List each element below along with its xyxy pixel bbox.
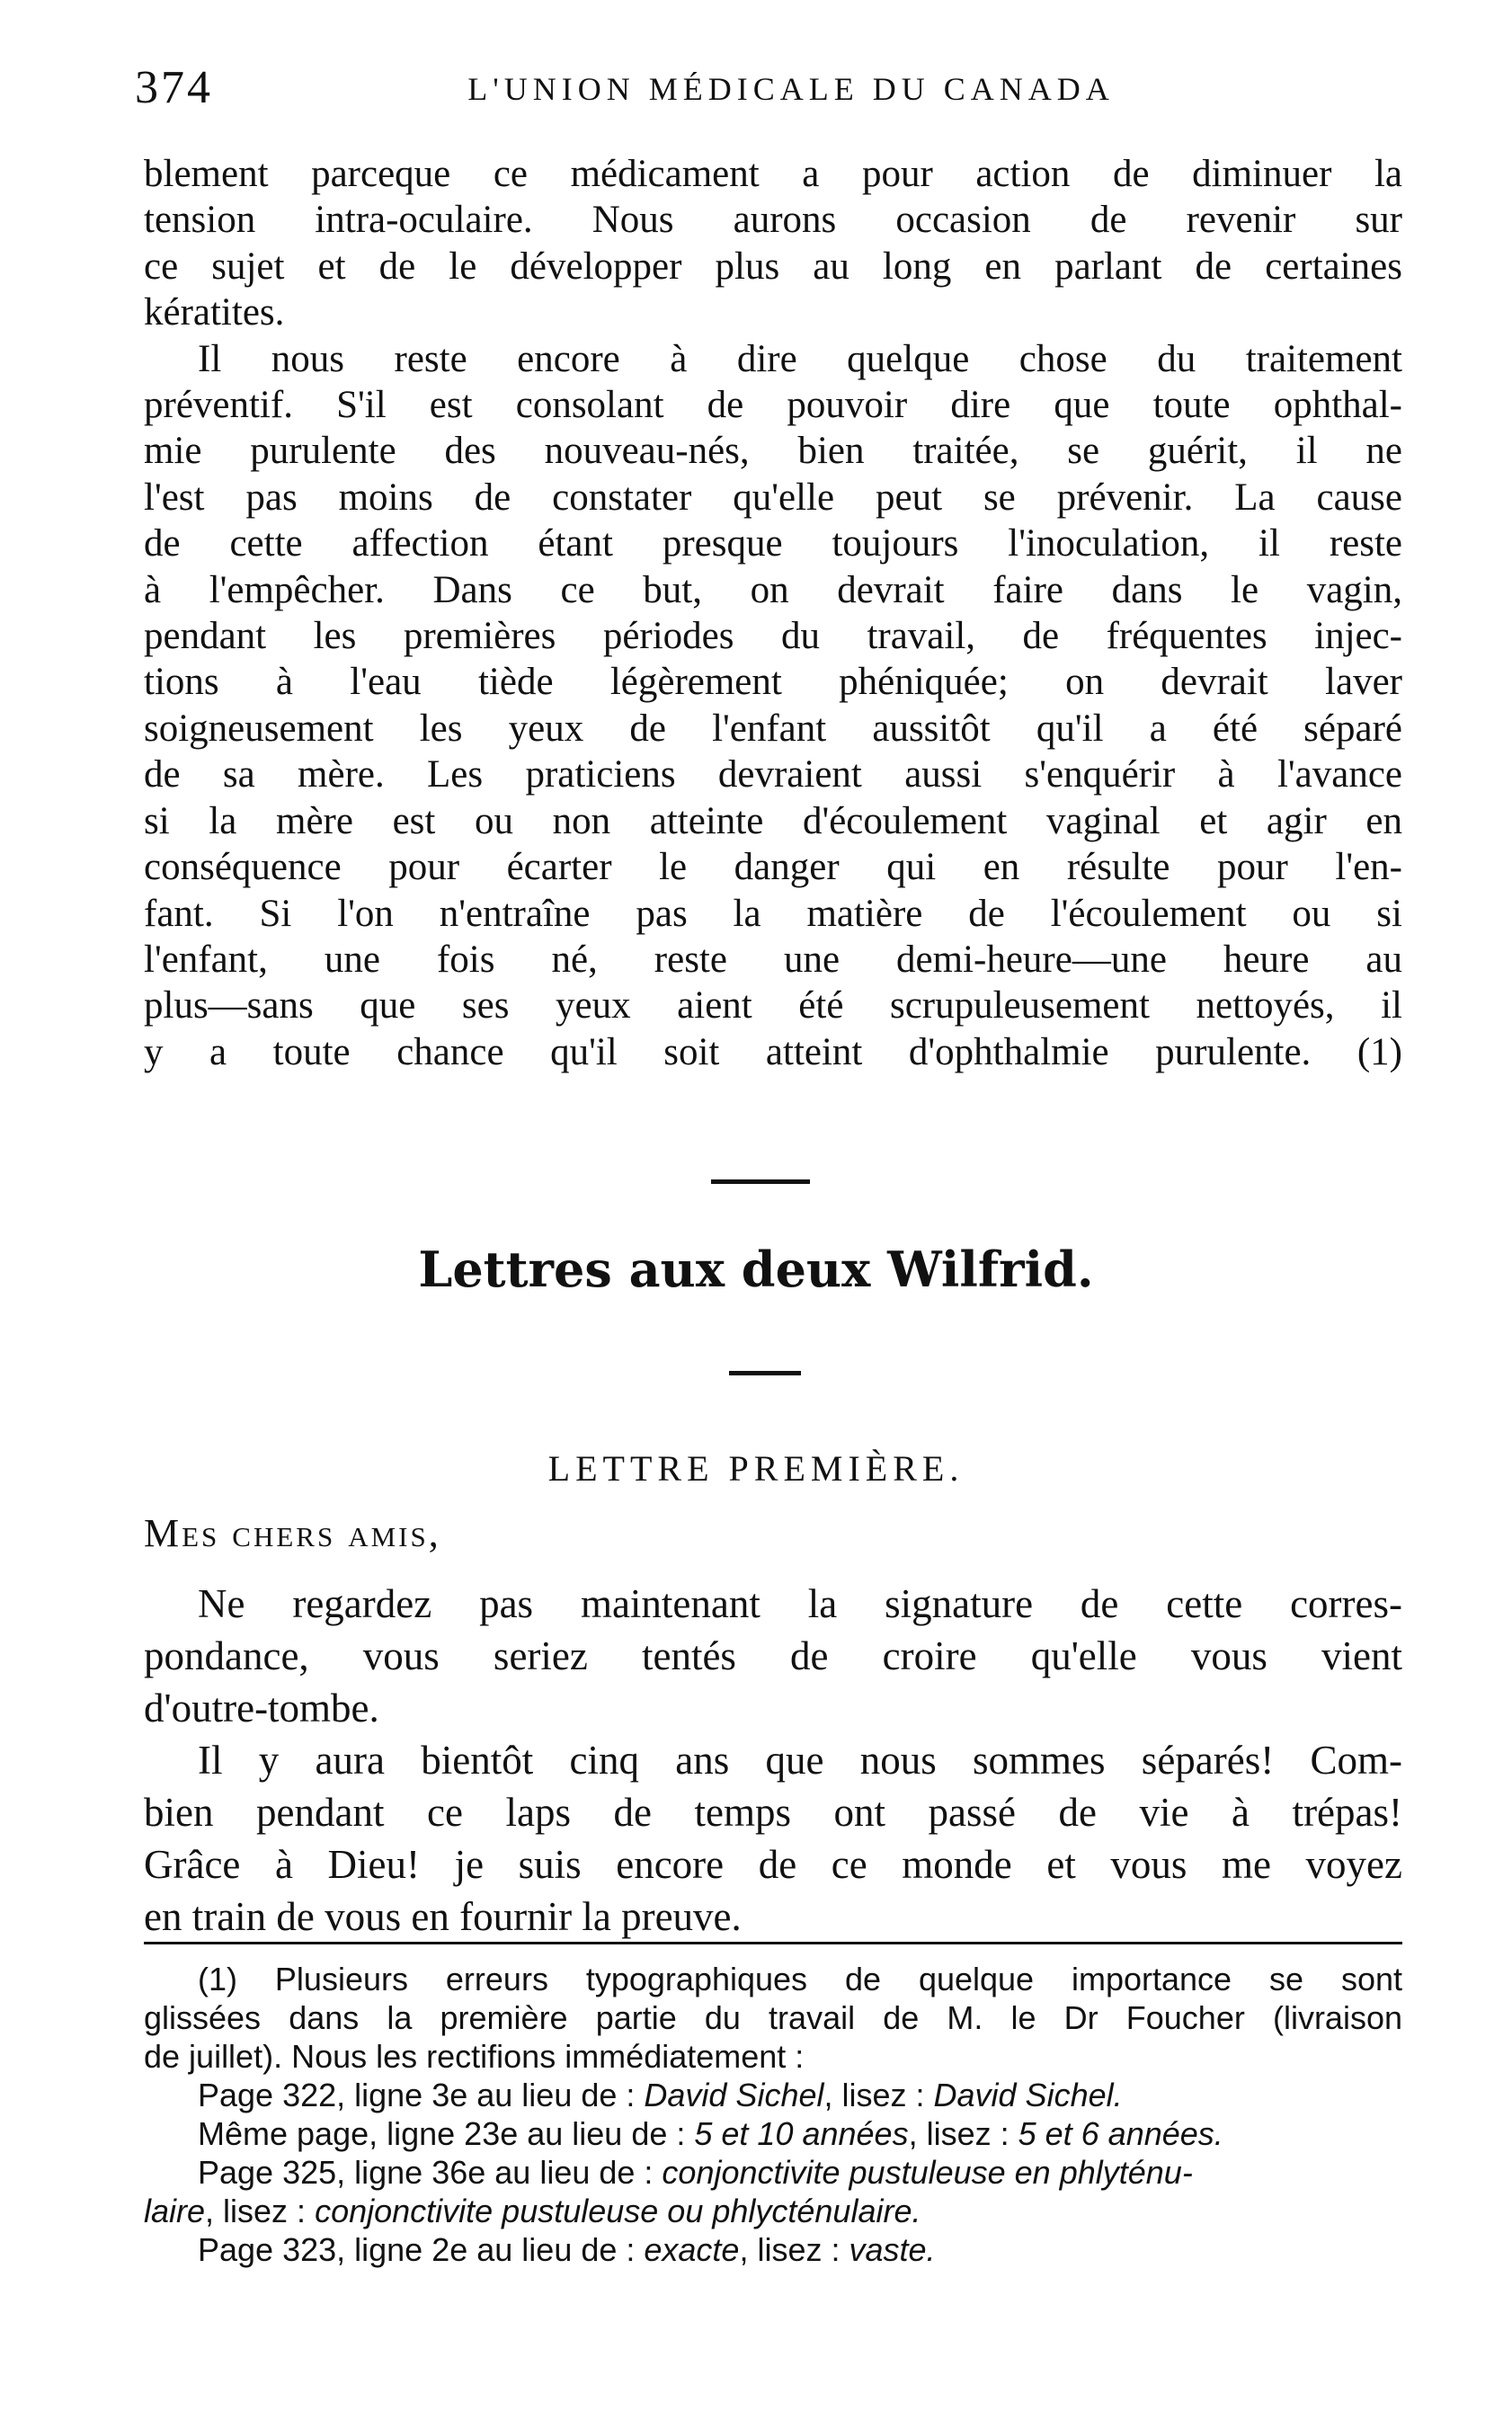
correction-location: Page 323, ligne 2e au lieu de :: [198, 2231, 645, 2268]
correction-separator: , lisez :: [739, 2231, 849, 2268]
salutation: Mes chers amis,: [144, 1511, 441, 1555]
correction-right: conjonctivite pustuleuse ou phlycténulaire.: [315, 2193, 921, 2229]
text-line: mie purulente des nouveau-nés, bien traitée, se guérit, il ne: [144, 430, 1402, 473]
text-line: en train de vous en fournir la preuve.: [144, 1894, 742, 1939]
footnote-line: de juillet). Nous les rectifions immédiatement :: [144, 2038, 805, 2075]
text-line: y a toute chance qu'il soit atteint d'ophthalmie purulente. (1): [144, 1030, 1402, 1073]
text-line: plus—sans que ses yeux aient été scrupuleusement nettoyés, il: [144, 984, 1402, 1028]
footnote-line: glissées dans la première partie du travail de M. le Dr Foucher (livraison: [144, 1999, 1402, 2036]
correction-separator: , lisez :: [823, 2077, 934, 2113]
text-line: si la mère est ou non atteinte d'écoulement vaginal et agir en: [144, 799, 1402, 842]
footnote-correction-cont: [144, 2192, 1402, 2230]
correction-location: Même page, ligne 23e au lieu de :: [198, 2115, 695, 2152]
footnote-correction: [144, 2076, 1402, 2114]
correction-wrong-cont: laire: [144, 2193, 206, 2229]
correction-right: 5 et 6 années.: [1018, 2115, 1223, 2152]
text-line: de sa mère. Les praticiens devraient aussi s'enquérir à l'avance: [144, 753, 1402, 796]
footnote-rule: [144, 1942, 1402, 1944]
text-line: soigneusement les yeux de l'enfant aussitôt qu'il a été séparé: [144, 707, 1402, 750]
text-line: pondance, vous seriez tentés de croire qu'elle vous vient: [144, 1633, 1402, 1678]
correction-wrong: conjonctivite pustuleuse en phlyténu-: [662, 2154, 1193, 2191]
text-line: tension intra-oculaire. Nous aurons occasion de revenir sur: [144, 199, 1402, 242]
page-header: [135, 61, 1447, 124]
text-line: à l'empêcher. Dans ce but, on devrait faire dans le vagin,: [144, 568, 1402, 611]
footnote: [144, 1960, 1402, 2269]
text-line: fant. Si l'on n'entraîne pas la matière de l'écoulement ou si: [144, 892, 1402, 935]
letter-heading: LETTRE PREMIÈRE.: [547, 1448, 965, 1489]
text-line: ce sujet et de le développer plus au long en parlant de certaines: [144, 245, 1402, 288]
page-number: 374: [135, 62, 213, 113]
footnote-line: (1) Plusieurs erreurs typographiques de quelque importance se sont: [198, 1961, 1402, 1997]
footnote-correction: [144, 2114, 1402, 2153]
text-line: l'enfant, une fois né, reste une demi-heure—une heure au: [144, 938, 1402, 981]
correction-wrong: David Sichel: [644, 2077, 824, 2113]
text-line: l'est pas moins de constater qu'elle peut se prévenir. La cause: [144, 476, 1402, 519]
section-rule-top: [711, 1179, 810, 1184]
correction-location: Page 325, ligne 36e au lieu de :: [198, 2154, 663, 2191]
text-line: bien pendant ce laps de temps ont passé de vie à trépas!: [144, 1790, 1402, 1835]
correction-right: David Sichel.: [933, 2077, 1123, 2113]
text-line: pendant les premières périodes du travail, de fréquentes injec-: [144, 615, 1402, 658]
correction-wrong: exacte: [644, 2231, 740, 2268]
body-paragraphs: [144, 151, 1402, 1075]
correction-right: vaste.: [849, 2231, 936, 2268]
text-line: d'outre-tombe.: [144, 1686, 379, 1730]
correction-separator: , lisez :: [205, 2193, 316, 2229]
text-line: Ne regardez pas maintenant la signature de cette corres-: [198, 1581, 1402, 1626]
running-head: L'UNION MÉDICALE DU CANADA: [467, 71, 1115, 107]
section-title: Lettres aux deux Wilfrid.: [418, 1241, 1094, 1298]
text-line: préventif. S'il est consolant de pouvoir dire que toute ophthal-: [144, 384, 1402, 427]
text-line: conséquence pour écarter le danger qui en résulte pour l'en-: [144, 846, 1402, 889]
correction-location: Page 322, ligne 3e au lieu de :: [198, 2077, 645, 2113]
text-line: de cette affection étant presque toujours l'inoculation, il reste: [144, 522, 1402, 565]
footnote-correction: [144, 2153, 1402, 2192]
text-line: Il nous reste encore à dire quelque chose du traitement: [198, 337, 1402, 380]
letter-paragraphs: [144, 1578, 1402, 1943]
text-line: Grâce à Dieu! je suis encore de ce monde et vous me voyez: [144, 1842, 1402, 1887]
text-line: tions à l'eau tiède légèrement phéniquée; on devrait laver: [144, 661, 1402, 704]
section-rule-bottom: [729, 1371, 801, 1375]
correction-wrong: 5 et 10 années: [694, 2115, 909, 2152]
text-line: blement parceque ce médicament a pour action de diminuer la: [144, 153, 1402, 195]
text-line: kératites.: [144, 291, 285, 334]
footnote-correction: [144, 2230, 1402, 2269]
correction-separator: , lisez :: [908, 2115, 1018, 2152]
text-line: Il y aura bientôt cinq ans que nous sommes séparés! Com-: [198, 1738, 1402, 1783]
